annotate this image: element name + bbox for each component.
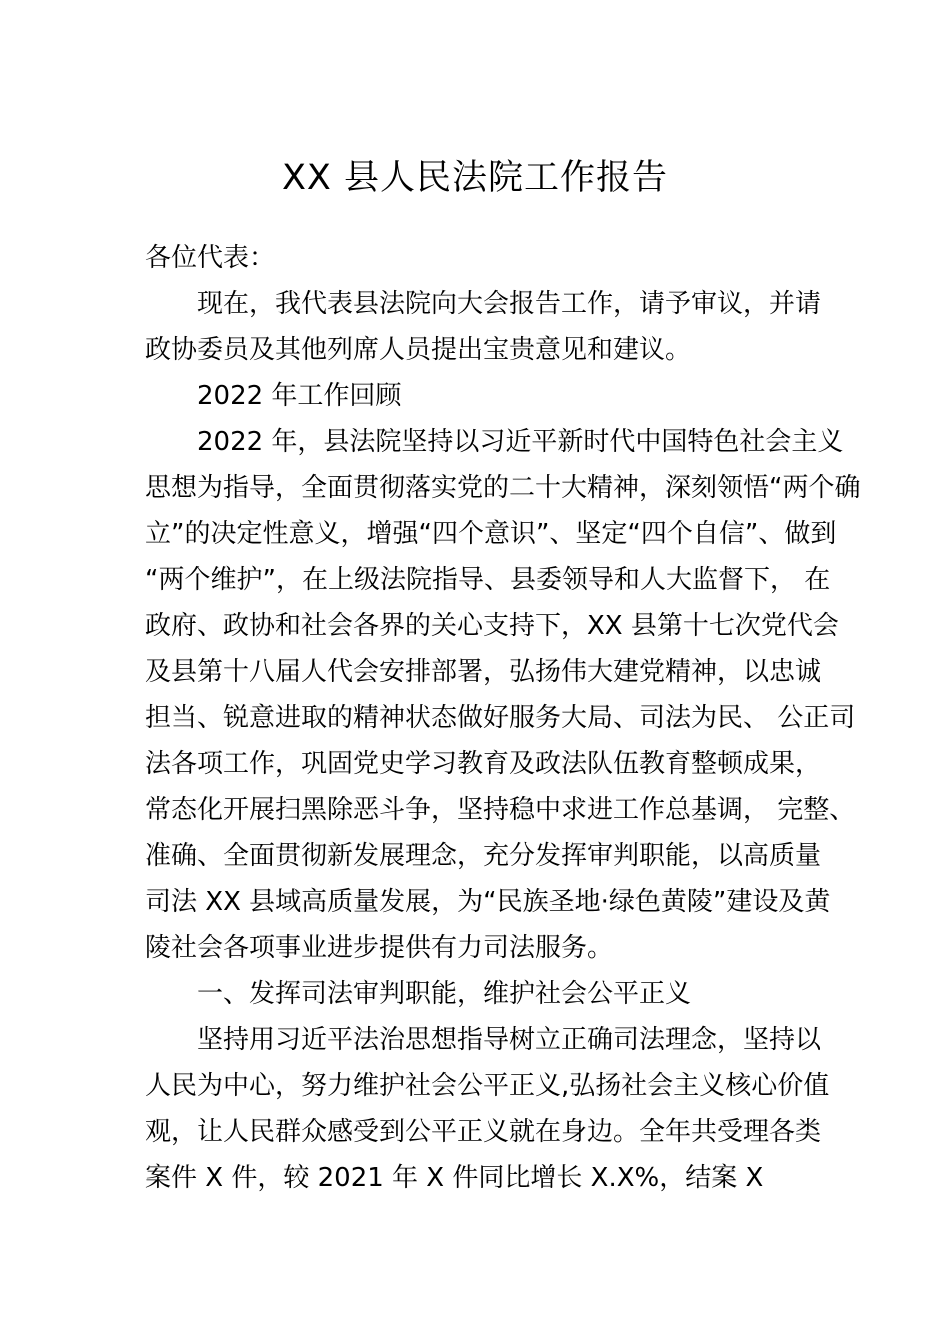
paragraph-line: “两个维护”，在上级法院指导、县委领导和人大监督下， 在 (145, 565, 831, 595)
section-heading: 一、发挥司法审判职能，维护社会公平正义 (197, 979, 692, 1009)
paragraph-line: 担当、锐意进取的精神状态做好服务大局、司法为民、 公正司 (145, 703, 856, 733)
document-body (145, 235, 861, 1201)
paragraph-line: 政协委员及其他列席人员提出宝贵意见和建议。 (145, 335, 692, 365)
paragraph-line: 司法 XX 县域高质量发展，为“民族圣地·绿色黄陵”建设及黄 (145, 887, 831, 917)
paragraph-line: 政府、政协和社会各界的关心支持下，XX 县第十七次党代会 (145, 611, 839, 641)
paragraph-line: 常态化开展扫黑除恶斗争，坚持稳中求进工作总基调， 完整、 (145, 795, 856, 825)
paragraph-line: 法各项工作，巩固党史学习教育及政法队伍教育整顿成果， (145, 749, 822, 779)
paragraph-line: 及县第十八届人代会安排部署，弘扬伟大建党精神，以忠诚 (145, 657, 822, 687)
paragraph-line: 2022 年，县法院坚持以习近平新时代中国特色社会主义 (197, 427, 844, 457)
paragraph-line: 观，让人民群众感受到公平正义就在身边。全年共受理各类 (145, 1117, 822, 1147)
paragraph-line: 思想为指导，全面贯彻落实党的二十大精神，深刻领悟“两个确 (145, 473, 861, 503)
section-heading: 2022 年工作回顾 (197, 381, 402, 411)
paragraph-line: 准确、全面贯彻新发展理念，充分发挥审判职能，以高质量 (145, 841, 822, 871)
document-title: XX 县人民法院工作报告 (281, 158, 669, 198)
paragraph-line: 坚持用习近平法治思想指导树立正确司法理念，坚持以 (197, 1025, 822, 1055)
paragraph-line: 案件 X 件，较 2021 年 X 件同比增长 X.X%，结案 X (145, 1163, 764, 1193)
paragraph-line: 人民为中心，努力维护社会公平正义,弘扬社会主义核心价值 (145, 1071, 830, 1101)
paragraph-line: 现在，我代表县法院向大会报告工作，请予审议，并请 (197, 289, 822, 319)
paragraph-line: 立”的决定性意义，增强“四个意识”、坚定“四个自信”、做到 (145, 519, 837, 549)
salutation: 各位代表： (145, 243, 276, 273)
paragraph-line: 陵社会各项事业进步提供有力司法服务。 (145, 933, 614, 963)
